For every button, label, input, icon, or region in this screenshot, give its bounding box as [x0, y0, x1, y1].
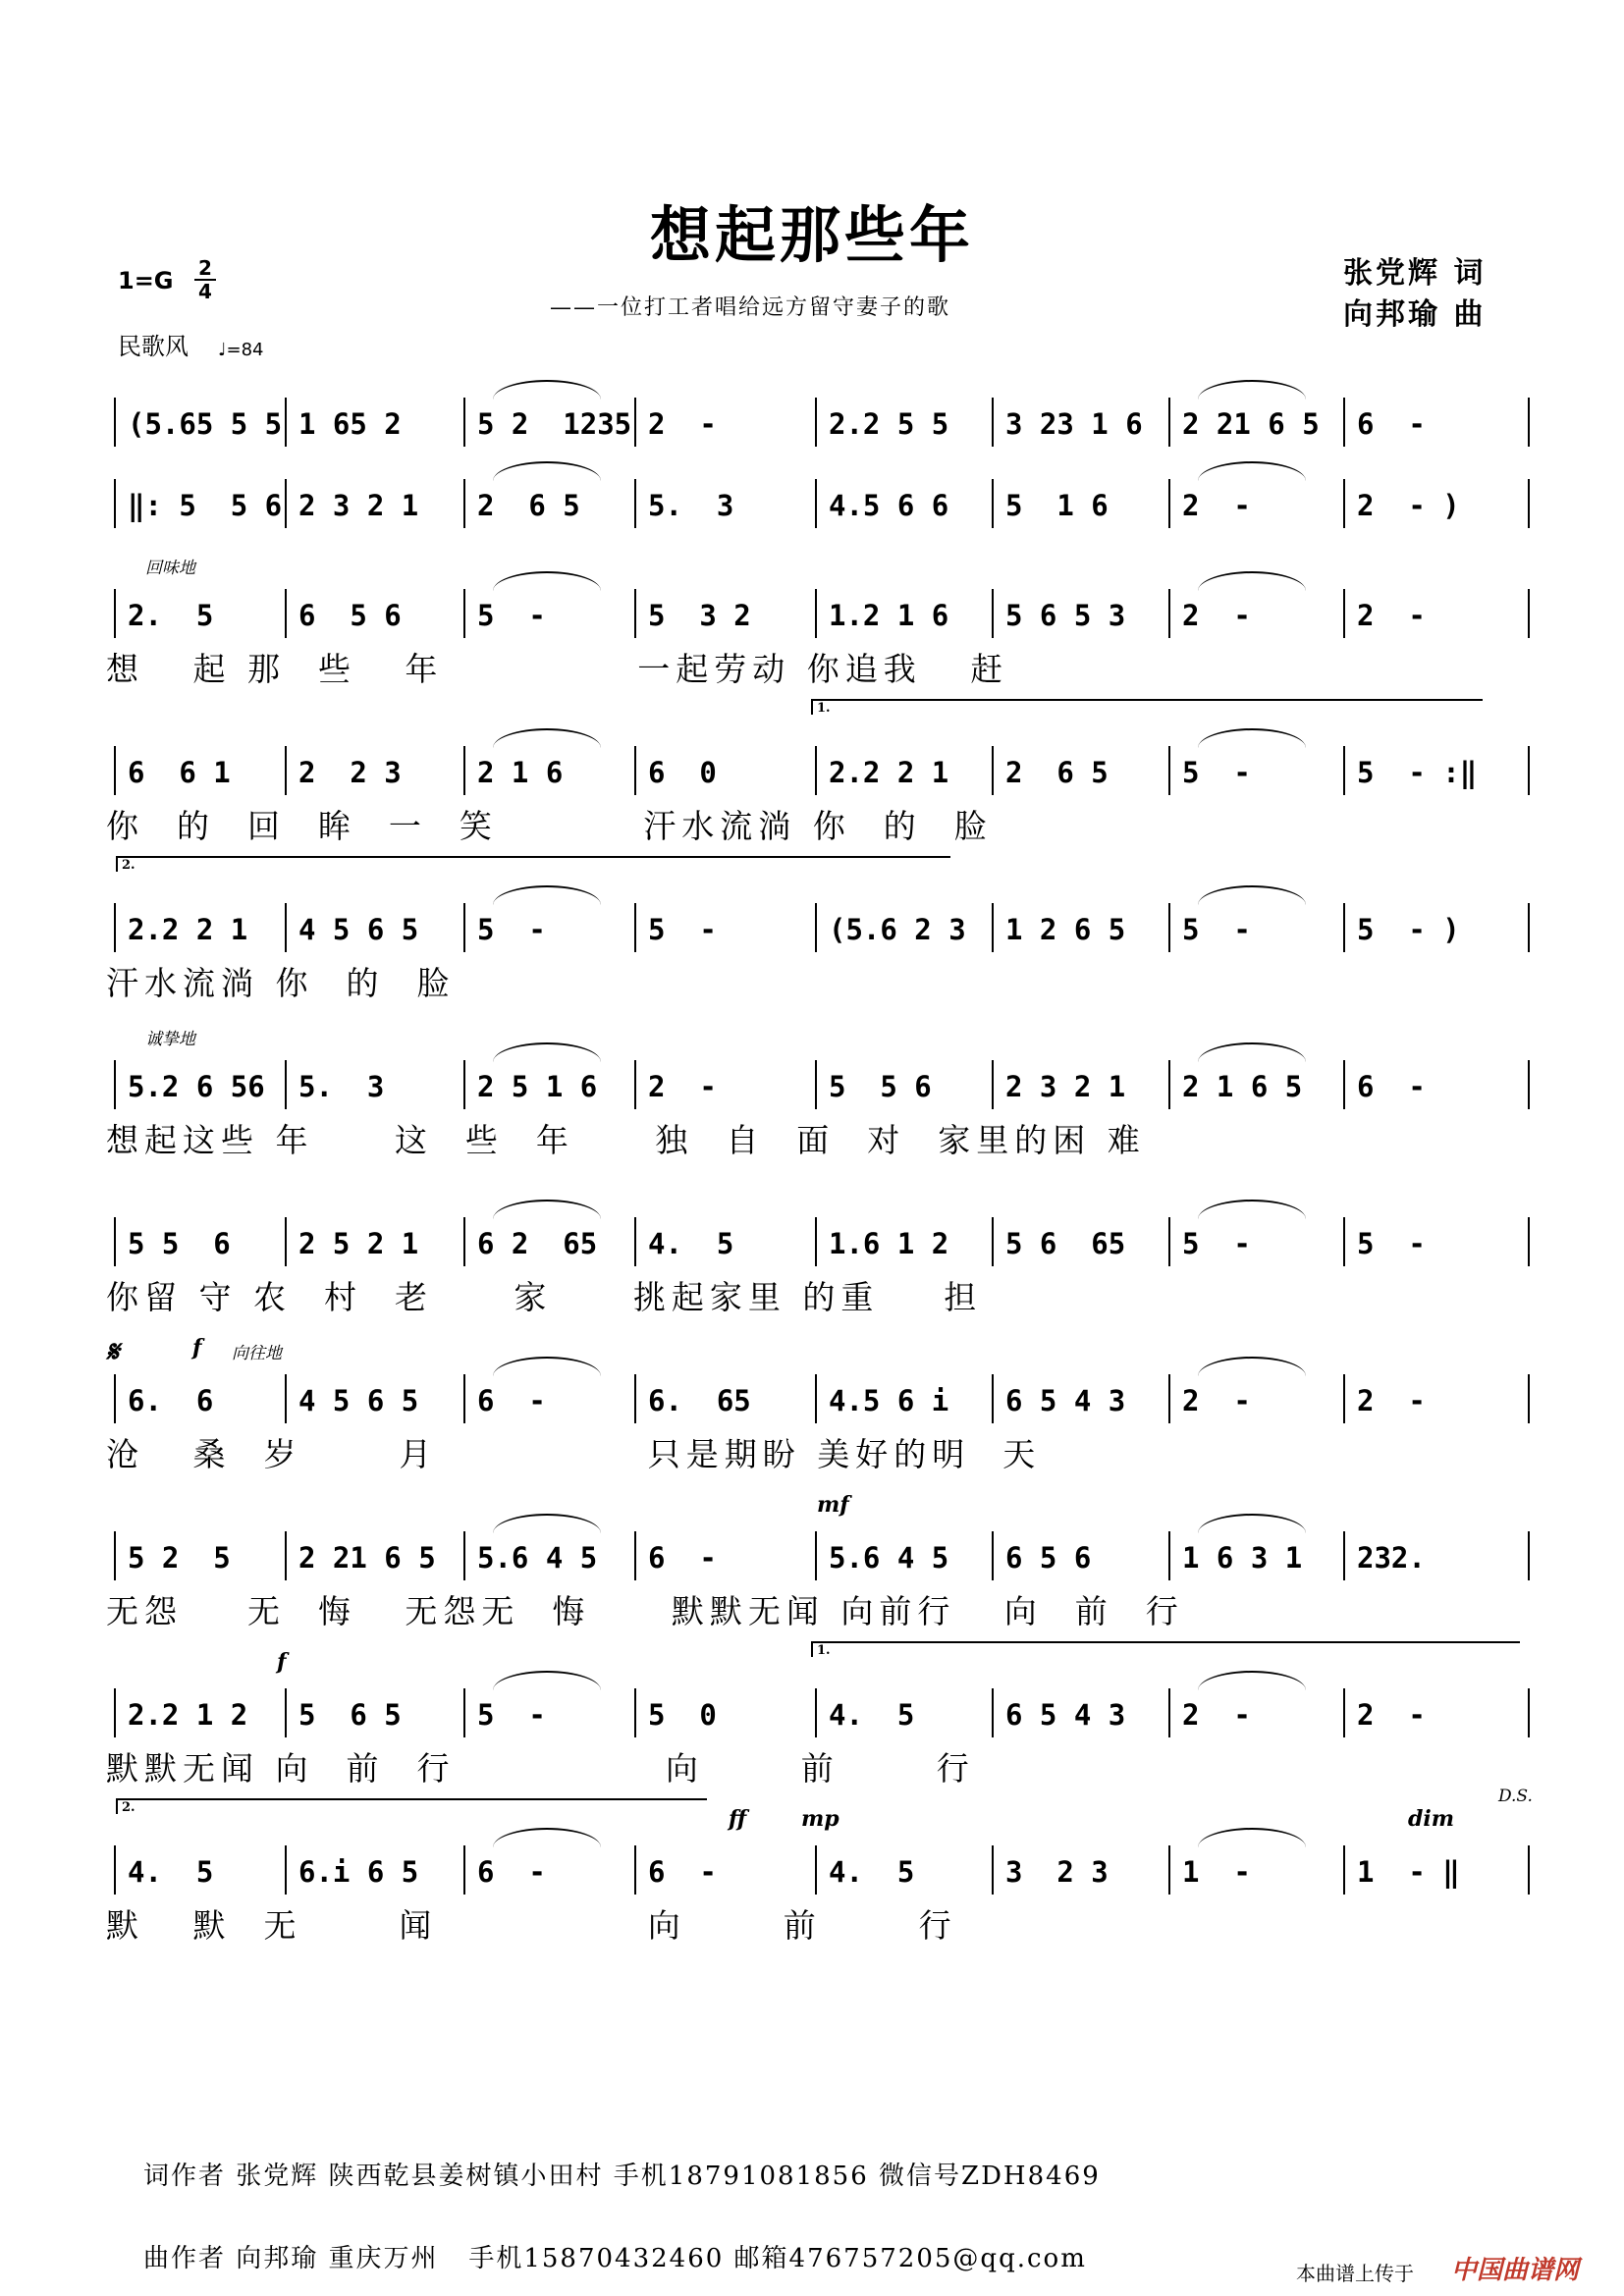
barline	[285, 1060, 287, 1109]
measure: 2 5 1 6	[477, 1070, 598, 1103]
measure: 5 3 2	[648, 599, 751, 632]
barline	[114, 398, 116, 447]
barline	[1168, 398, 1170, 447]
dynamic-mark: mp	[801, 1806, 839, 1832]
measure: 2 -	[1357, 1698, 1426, 1732]
measure: (5.65 5 5	[128, 407, 283, 441]
barline	[463, 398, 465, 447]
barline	[285, 746, 287, 795]
measure: 2 -	[1357, 599, 1426, 632]
volta-bracket	[116, 856, 950, 872]
song-subtitle: ——一位打工者唱给远方留守妻子的歌	[550, 295, 951, 320]
barline	[1528, 746, 1530, 795]
barline	[463, 1531, 465, 1580]
notation-line	[114, 1531, 1528, 1580]
measure: 6 2 65	[477, 1227, 598, 1260]
lyrics-line: 汗水流淌 你 的 脸	[106, 964, 456, 1002]
barline	[285, 903, 287, 952]
measure: 2 -	[1182, 489, 1251, 522]
barline	[1168, 1217, 1170, 1266]
measure: 1 -	[1182, 1855, 1251, 1889]
measure: 2 3 2 1	[298, 489, 419, 522]
measure: 6 -	[1357, 1070, 1426, 1103]
barline	[992, 1060, 994, 1109]
slur	[493, 1042, 601, 1062]
volta-number: 1.	[817, 701, 831, 716]
barline	[114, 1845, 116, 1895]
barline	[815, 1688, 817, 1737]
volta-bracket	[811, 1641, 1520, 1657]
measure: 5 - :‖	[1357, 756, 1478, 789]
measure: 5 -	[1357, 1227, 1426, 1260]
measure: 5 -	[477, 599, 546, 632]
barline	[1343, 589, 1345, 638]
barline	[285, 1688, 287, 1737]
measure: 6 6 1	[128, 756, 231, 789]
notation-line	[114, 1688, 1528, 1737]
measure: 2 6 5	[1005, 756, 1109, 789]
barline	[1343, 1217, 1345, 1266]
volta-number: 2.	[122, 1800, 135, 1815]
measure: 6 -	[648, 1855, 717, 1889]
lyrics-line: 你 的 回 眸 一 笑 汗水流淌 你 的 脸	[106, 807, 993, 845]
measure: 1 65 2	[298, 407, 402, 441]
barline	[1343, 1845, 1345, 1895]
lyrics-line: 你留 守 农 村 老 家 挑起家里 的重 担	[106, 1278, 983, 1316]
barline	[992, 589, 994, 638]
barline	[634, 1688, 636, 1737]
barline	[815, 479, 817, 528]
barline	[992, 746, 994, 795]
barline	[1528, 1217, 1530, 1266]
barline	[1343, 746, 1345, 795]
measure: 6 -	[648, 1541, 717, 1575]
measure: 5 - )	[1357, 913, 1460, 946]
dynamic-mark: mf	[817, 1492, 849, 1518]
barline	[815, 903, 817, 952]
lyrics-line: 想 起 那 些 年 一起劳动 你追我 赶	[106, 650, 1009, 688]
slur	[1198, 728, 1306, 748]
slur	[1198, 1042, 1306, 1062]
slur	[493, 380, 601, 400]
measure: 2 1 6 5	[1182, 1070, 1303, 1103]
measure: 6 -	[477, 1384, 546, 1417]
barline	[815, 1531, 817, 1580]
barline	[285, 1217, 287, 1266]
measure: 6 5 4 3	[1005, 1384, 1126, 1417]
notation-line	[114, 746, 1528, 795]
barline	[1343, 1688, 1345, 1737]
slur	[1198, 461, 1306, 481]
barline	[1168, 1531, 1170, 1580]
expression-mark: 回味地	[145, 559, 195, 578]
notation-line	[114, 589, 1528, 638]
notation-line	[114, 903, 1528, 952]
slur	[1198, 571, 1306, 591]
slur	[493, 1514, 601, 1533]
barline	[992, 479, 994, 528]
barline	[634, 1374, 636, 1423]
barline	[634, 479, 636, 528]
volta-bracket	[116, 1798, 707, 1814]
barline	[114, 589, 116, 638]
barline	[114, 479, 116, 528]
measure: 5 5 6	[829, 1070, 932, 1103]
lyrics-line: 沧 桑 岁 月 只是期盼 美好的明 天	[106, 1435, 1042, 1473]
barline	[1343, 479, 1345, 528]
slur	[493, 1828, 601, 1847]
slur	[493, 885, 601, 905]
lyricist-credit: 张党辉 词	[1343, 256, 1487, 291]
measure: 2 -	[1182, 1698, 1251, 1732]
barline	[1168, 746, 1170, 795]
barline	[285, 1374, 287, 1423]
barline	[1168, 1060, 1170, 1109]
site-logo: 中国曲谱网	[1451, 2256, 1580, 2285]
volta-number: 1.	[817, 1643, 831, 1658]
measure: 6 5 6	[1005, 1541, 1092, 1575]
measure: 5. 3	[298, 1070, 385, 1103]
barline	[1168, 1845, 1170, 1895]
barline	[992, 1688, 994, 1737]
composer-credit: 向邦瑜 曲	[1343, 297, 1487, 332]
measure: 4.5 6 i	[829, 1384, 949, 1417]
measure: 5 -	[1182, 1227, 1251, 1260]
barline	[1528, 1374, 1530, 1423]
time-signature-top: 2	[198, 256, 212, 280]
measure: 5 -	[477, 1698, 546, 1732]
measure: 4. 5	[648, 1227, 734, 1260]
measure: 4. 5	[128, 1855, 214, 1889]
measure: 2 - )	[1357, 489, 1460, 522]
barline	[992, 398, 994, 447]
notation-line	[114, 1217, 1528, 1266]
measure: 3 23 1 6	[1005, 407, 1143, 441]
measure: 1 2 6 5	[1005, 913, 1126, 946]
barline	[463, 589, 465, 638]
barline	[285, 589, 287, 638]
barline	[1168, 1374, 1170, 1423]
dynamic-mark: f	[277, 1649, 287, 1675]
barline	[1528, 903, 1530, 952]
lyrics-line: 默默无闻 向 前 行 向 前 行	[106, 1749, 975, 1788]
measure: 5. 3	[648, 489, 734, 522]
measure: 2 -	[648, 407, 717, 441]
barline	[463, 1845, 465, 1895]
barline	[285, 1531, 287, 1580]
measure: 2.2 1 2	[128, 1698, 248, 1732]
barline	[815, 1845, 817, 1895]
footer-lyricist-info: 词作者 张党辉 陕西乾县姜树镇小田村 手机18791081856 微信号ZDH8469	[143, 2162, 1101, 2191]
measure: 2.2 2 1	[829, 756, 949, 789]
segno-sign: 𝄋	[106, 1335, 119, 1369]
slur	[1198, 1200, 1306, 1219]
measure: 2 1 6	[477, 756, 564, 789]
song-title: 想起那些年	[649, 199, 974, 271]
time-signature	[194, 257, 216, 302]
measure: 232.	[1357, 1541, 1426, 1575]
barline	[1528, 1531, 1530, 1580]
slur	[1198, 1828, 1306, 1847]
lyrics-line: 想起这些 年 这 些 年 独 自 面 对 家里的困 难	[106, 1121, 1146, 1159]
barline	[1528, 1060, 1530, 1109]
barline	[634, 1845, 636, 1895]
barline	[992, 903, 994, 952]
slur	[1198, 1357, 1306, 1376]
measure: 5 -	[648, 913, 717, 946]
barline	[815, 1374, 817, 1423]
barline	[992, 1845, 994, 1895]
slur	[1198, 380, 1306, 400]
measure: 5 5 6	[128, 1227, 231, 1260]
measure: 2 5 2 1	[298, 1227, 419, 1260]
barline	[463, 903, 465, 952]
slur	[493, 571, 601, 591]
measure: 5 6 5	[298, 1698, 402, 1732]
measure: 5 1 6	[1005, 489, 1109, 522]
volta-bracket	[811, 699, 1483, 715]
measure: 6 0	[648, 756, 717, 789]
measure: 6. 65	[648, 1384, 751, 1417]
measure: 2 3 2 1	[1005, 1070, 1126, 1103]
slur	[1198, 885, 1306, 905]
barline	[1168, 1688, 1170, 1737]
barline	[285, 479, 287, 528]
barline	[634, 398, 636, 447]
measure: 2.2 2 1	[128, 913, 248, 946]
measure: 5.2 6 56	[128, 1070, 265, 1103]
measure: 1 - ‖	[1357, 1855, 1460, 1889]
measure: 1.2 1 6	[829, 599, 949, 632]
dynamic-mark: f	[192, 1335, 202, 1361]
barline	[463, 1688, 465, 1737]
barline	[1528, 589, 1530, 638]
barline	[285, 398, 287, 447]
measure: 4.5 6 6	[829, 489, 949, 522]
barline	[992, 1374, 994, 1423]
style-marking: 民歌风	[118, 333, 189, 360]
barline	[634, 1531, 636, 1580]
barline	[992, 1531, 994, 1580]
barline	[634, 903, 636, 952]
measure: 5 -	[1182, 913, 1251, 946]
barline	[815, 1060, 817, 1109]
barline	[634, 1217, 636, 1266]
measure: 3 2 3	[1005, 1855, 1109, 1889]
measure: 2 2 3	[298, 756, 402, 789]
measure: 2 -	[1182, 1384, 1251, 1417]
barline	[634, 589, 636, 638]
measure: 2. 5	[128, 599, 214, 632]
barline	[1528, 1688, 1530, 1737]
measure: 5 -	[477, 913, 546, 946]
barline	[1168, 479, 1170, 528]
barline	[114, 1374, 116, 1423]
barline	[815, 1217, 817, 1266]
notation-line	[114, 1845, 1528, 1895]
measure: 1 6 3 1	[1182, 1541, 1303, 1575]
lyrics-line: 默 默 无 闻 向 前 行	[106, 1906, 957, 1945]
lyrics-line: 无怨 无 悔 无怨无 悔 默默无闻 向前行 向 前 行	[106, 1592, 1184, 1630]
measure: 5 2 1235	[477, 407, 632, 441]
measure: 2.2 5 5	[829, 407, 949, 441]
measure: 4. 5	[829, 1855, 915, 1889]
slur	[493, 1671, 601, 1690]
barline	[1343, 903, 1345, 952]
measure: ‖: 5 5 6	[128, 489, 283, 522]
barline	[634, 1060, 636, 1109]
credits	[1343, 253, 1486, 336]
barline	[114, 1217, 116, 1266]
barline	[114, 746, 116, 795]
measure: 6 5 4 3	[1005, 1698, 1126, 1732]
measure: 5 6 5 3	[1005, 599, 1126, 632]
barline	[1528, 398, 1530, 447]
barline	[634, 746, 636, 795]
measure: 6 -	[1357, 407, 1426, 441]
measure: 2 -	[1182, 599, 1251, 632]
slur	[1198, 1514, 1306, 1533]
measure: 6 5 6	[298, 599, 402, 632]
barline	[815, 746, 817, 795]
barline	[463, 1060, 465, 1109]
expression-mark: 向往地	[232, 1344, 282, 1363]
slur	[493, 1200, 601, 1219]
measure: 2 -	[648, 1070, 717, 1103]
measure: 6 -	[477, 1855, 546, 1889]
barline	[114, 1688, 116, 1737]
barline	[463, 479, 465, 528]
notation-line	[114, 1374, 1528, 1423]
measure: 5.6 4 5	[829, 1541, 949, 1575]
measure: 4. 5	[829, 1698, 915, 1732]
slur	[493, 1357, 601, 1376]
volta-number: 2.	[122, 858, 135, 873]
time-signature-bottom: 4	[194, 279, 216, 302]
measure: 5 -	[1182, 756, 1251, 789]
barline	[1343, 1374, 1345, 1423]
barline	[1343, 1531, 1345, 1580]
measure: (5.6 2 3	[829, 913, 966, 946]
tempo-marking: ♩=84	[218, 340, 264, 360]
measure: 1.6 1 2	[829, 1227, 949, 1260]
barline	[114, 1060, 116, 1109]
measure: 6.i 6 5	[298, 1855, 419, 1889]
barline	[285, 1845, 287, 1895]
dynamic-mark: ff	[729, 1806, 747, 1832]
footer-composer-info: 曲作者 向邦瑜 重庆万州 手机15870432460 邮箱476757205@qq.com	[143, 2244, 1087, 2273]
barline	[992, 1217, 994, 1266]
barline	[1168, 589, 1170, 638]
measure: 4 5 6 5	[298, 1384, 419, 1417]
measure: 5 2 5	[128, 1541, 231, 1575]
notation-line	[114, 479, 1528, 528]
notation-line	[114, 1060, 1528, 1109]
measure: 5.6 4 5	[477, 1541, 598, 1575]
barline	[1528, 1845, 1530, 1895]
barline	[463, 746, 465, 795]
measure: 2 21 6 5	[298, 1541, 436, 1575]
barline	[1168, 903, 1170, 952]
measure: 2 -	[1357, 1384, 1426, 1417]
measure: 5 0	[648, 1698, 717, 1732]
barline	[815, 398, 817, 447]
measure: 6. 6	[128, 1384, 214, 1417]
barline	[1343, 398, 1345, 447]
measure: 4 5 6 5	[298, 913, 419, 946]
measure: 2 6 5	[477, 489, 580, 522]
measure: 5 6 65	[1005, 1227, 1126, 1260]
barline	[114, 903, 116, 952]
barline	[114, 1531, 116, 1580]
notation-line	[114, 398, 1528, 447]
slur	[1198, 1671, 1306, 1690]
upload-note: 本曲谱上传于	[1296, 2262, 1414, 2285]
barline	[1343, 1060, 1345, 1109]
barline	[463, 1374, 465, 1423]
barline	[463, 1217, 465, 1266]
slur	[493, 728, 601, 748]
slur	[493, 461, 601, 481]
dynamic-mark: dim	[1408, 1806, 1455, 1832]
barline	[815, 589, 817, 638]
expression-mark: 诚挚地	[145, 1030, 195, 1049]
barline	[1528, 479, 1530, 528]
key-signature: 1=G	[118, 267, 174, 294]
measure: 2 21 6 5	[1182, 407, 1320, 441]
ds-mark: D.S.	[1498, 1787, 1533, 1806]
